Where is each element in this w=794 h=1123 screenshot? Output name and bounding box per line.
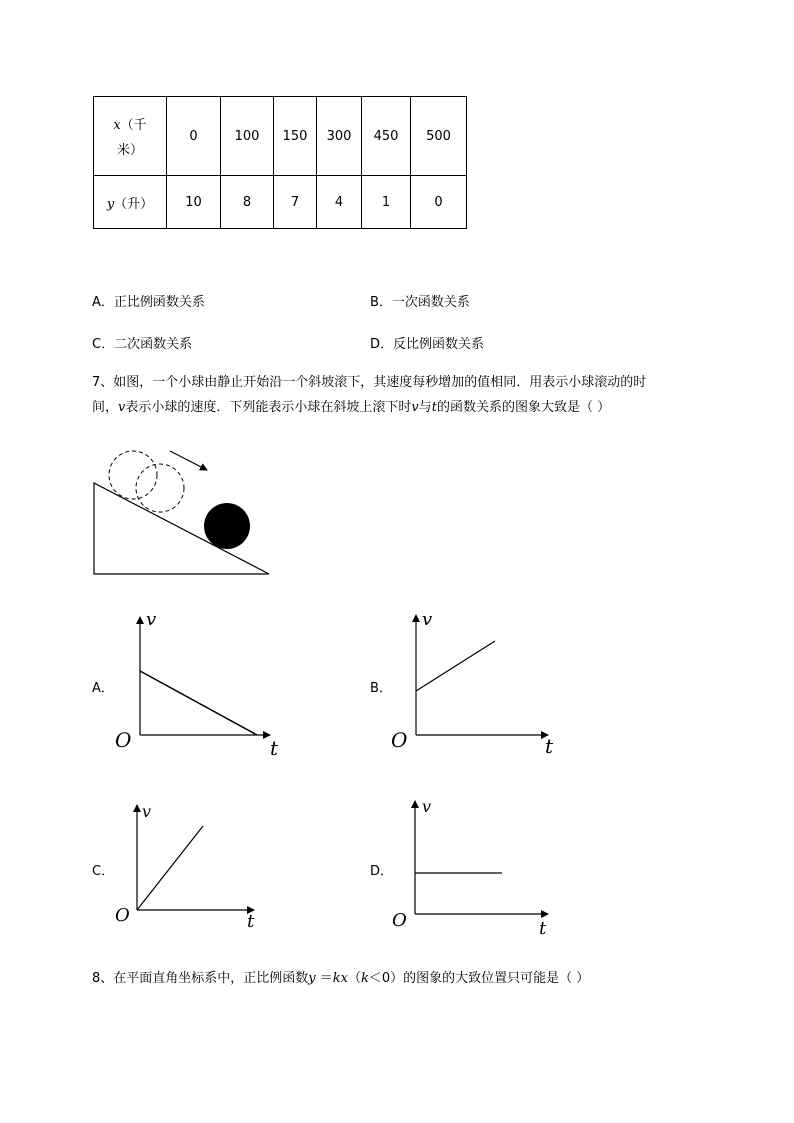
x-cell-3: 300 — [317, 97, 362, 176]
header-y-var: y — [106, 196, 115, 212]
y-cell-3: 4 — [317, 176, 362, 229]
q6-option-a[interactable]: A．正比例函数关系 — [92, 295, 205, 310]
direction-arrow — [170, 451, 207, 470]
y-cell-1: 8 — [221, 176, 274, 229]
graph-d-v-label: v — [422, 797, 432, 816]
graph-c-v-label: v — [142, 802, 152, 821]
q7-var-v2: v — [411, 400, 419, 415]
header-x-unit-1: （千 — [120, 118, 147, 133]
y-cell-5: 0 — [411, 176, 467, 229]
q8-var-y: y — [308, 971, 316, 986]
x-cell-4: 450 — [362, 97, 411, 176]
x-cell-0: 0 — [167, 97, 221, 176]
q6-option-d[interactable]: D．反比例函数关系 — [370, 337, 485, 352]
x-cell-1: 100 — [221, 97, 274, 176]
q8-cond: ＜0）的图象的大致位置只可能是（ ） — [368, 971, 590, 986]
header-x-unit-2: 米） — [116, 143, 143, 158]
graph-b-line — [416, 641, 495, 691]
q8-question — [92, 966, 732, 991]
graph-b-origin: O — [391, 728, 408, 752]
y-cell-0: 10 — [167, 176, 221, 229]
ball-dashed-1 — [109, 451, 157, 499]
graph-a — [110, 605, 290, 760]
graph-d-origin: O — [392, 910, 407, 931]
q7-var-v1: v — [118, 400, 126, 415]
q8-var-k: k — [361, 971, 369, 986]
ball-solid — [204, 503, 250, 549]
q7-line-2-mid2: 的函数关系的图象大致是（ ） — [437, 400, 611, 415]
header-y-unit: （升） — [114, 196, 154, 212]
graph-d — [388, 793, 558, 938]
graph-c-line — [137, 826, 203, 910]
q7-line-2-mid1: 表示小球的速度．下列能表示小球在斜坡上滚下时 — [125, 400, 412, 415]
graph-c — [110, 795, 270, 935]
x-cell-2: 150 — [274, 97, 317, 176]
x-cell-5: 500 — [411, 97, 467, 176]
graph-d-label[interactable]: D． — [370, 864, 394, 879]
y-cell-4: 1 — [362, 176, 411, 229]
header-x-var: x — [113, 118, 121, 133]
q7-line-1: 7、如图，一个小球由静止开始沿一个斜坡滚下，其速度每秒增加的值相同．用表示小球滚动的时 — [92, 375, 647, 390]
graph-b-label[interactable]: B． — [370, 681, 392, 696]
ball-dashed-2 — [136, 464, 184, 512]
graph-a-origin: O — [115, 728, 132, 752]
graph-c-origin: O — [115, 905, 130, 926]
q7-yu: 与 — [418, 400, 432, 415]
graph-a-line — [140, 671, 257, 735]
graph-d-t-label: t — [539, 918, 547, 938]
q8-eq: ＝ — [315, 971, 333, 986]
graph-c-label[interactable]: C． — [92, 864, 115, 879]
q8-prefix: 8、在平面直角坐标系中，正比例函数 — [92, 971, 309, 986]
q7-var-t: t — [431, 400, 437, 415]
graph-a-t-label: t — [270, 736, 279, 760]
q6-option-c[interactable]: C．二次函数关系 — [92, 337, 193, 352]
q7-line-2-prefix: 间， — [92, 400, 119, 415]
q6-option-b[interactable]: B．一次函数关系 — [370, 295, 470, 310]
q8-var-kx: kx — [332, 971, 348, 986]
graph-b-t-label: t — [545, 734, 554, 758]
graph-a-label[interactable]: A． — [92, 681, 114, 696]
graph-b — [385, 605, 565, 760]
graph-a-v-label: v — [146, 609, 157, 630]
graph-b-v-label: v — [422, 609, 433, 630]
graph-c-t-label: t — [247, 911, 255, 932]
y-cell-2: 7 — [274, 176, 317, 229]
q8-paren-open: （ — [348, 971, 362, 986]
